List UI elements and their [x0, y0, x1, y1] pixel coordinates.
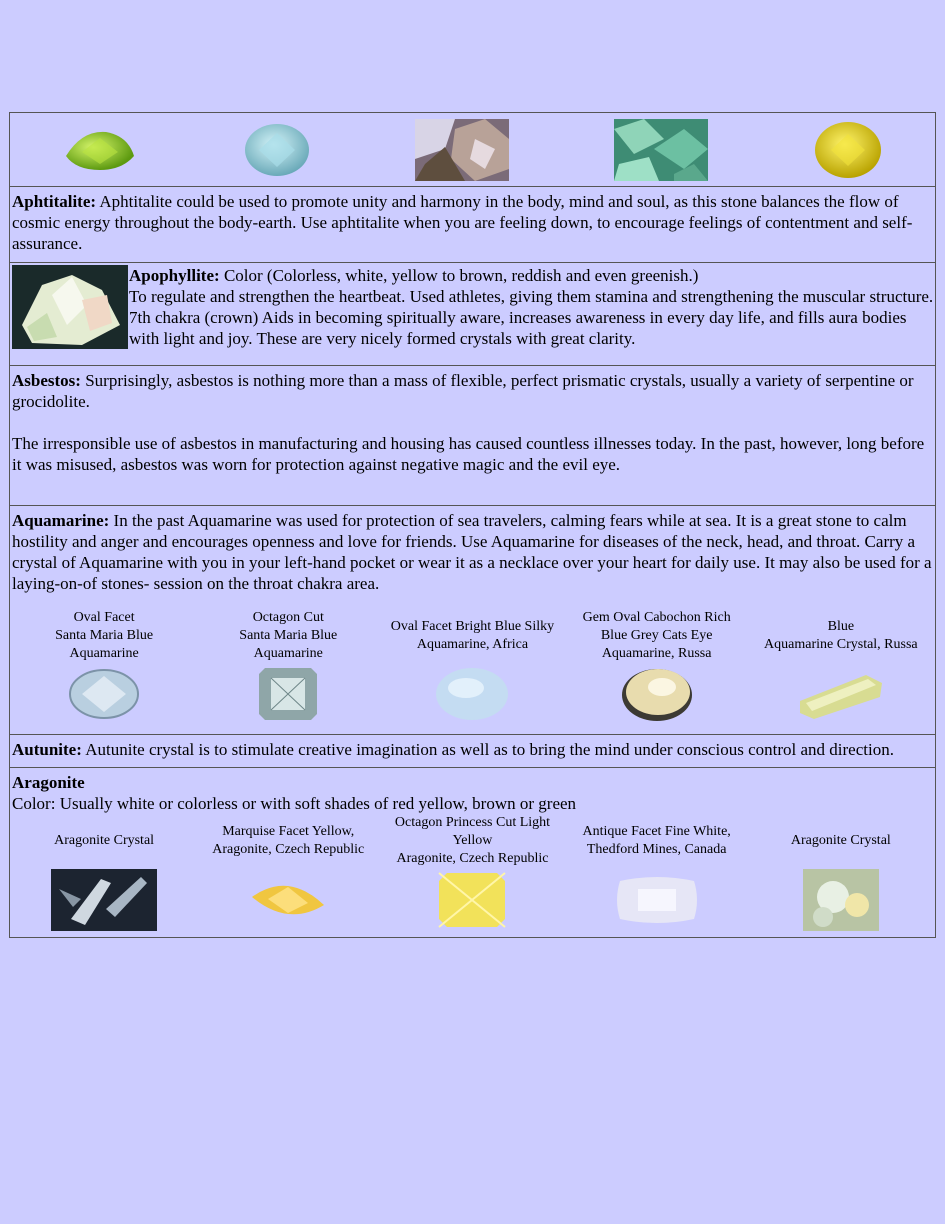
aragonite-item: Octagon Princess Cut Light Yellow Aragonite, Czech Republic	[380, 814, 564, 932]
aphtitalite-text: Aphtitalite could be used to promote unity and harmony in the body, mind and soul, as this stone balances the flow of cosmic energy throughout the body-earth. Use aphtitalite when you are feeling down, to encourage feelings of contentment and self-assurance.	[12, 192, 913, 253]
aquamarine-item: Oval Facet Santa Maria Blue Aquamarine	[12, 608, 196, 724]
aquamarine-item: Blue Aquamarine Crystal, Russa	[749, 608, 933, 724]
autunite-title: Autunite:	[12, 740, 82, 759]
apophyllite-crystal-image	[12, 265, 128, 349]
autunite-section	[10, 735, 935, 768]
marquise-aragonite-icon	[248, 875, 328, 925]
aragonite-crystal-image	[51, 869, 157, 931]
asbestos-title: Asbestos:	[12, 371, 81, 390]
aragonite-item: Marquise Facet Yellow, Aragonite, Czech Republic	[196, 814, 380, 932]
autunite-text: Autunite crystal is to stimulate creative imagination as well as to bring the mind under conscious control and direction.	[81, 740, 894, 759]
apophyllite-title: Apophyllite:	[129, 266, 220, 285]
yellow-oval-gem-icon	[813, 120, 883, 180]
apophyllite-section	[10, 263, 935, 366]
antique-white-aragonite-icon	[614, 875, 700, 925]
aquamarine-item: Gem Oval Cabochon Rich Blue Grey Cats Eye Aquamarine, Russa	[565, 608, 749, 724]
apophyllite-text-block	[129, 263, 935, 365]
aquamarine-title: Aquamarine:	[12, 511, 110, 530]
aphtitalite-title: Aphtitalite:	[12, 192, 97, 211]
aragonite-section	[10, 768, 935, 937]
asbestos-text-1: Surprisingly, asbestos is nothing more than a mass of flexible, perfect prismatic crystals, usually a variety of serpentine or grocidolite.	[12, 371, 914, 411]
asbestos-section	[10, 366, 935, 506]
aquamarine-text: In the past Aquamarine was used for protection of sea travelers, calming fears while at sea. It is a great stone to calm hostility and anger and encourages openness and love for friends. Use Aquamarine for diseases of the neck, head, and throat. Carry a crystal of Aquamarine with you in your left-hand pocket or wear it as a necklace over your heart for daily use. It may also be used for a laying-on-of stones- session on the throat chakra area.	[12, 511, 932, 593]
aragonite-item: Aragonite Crystal	[12, 814, 196, 932]
aragonite-gallery	[12, 814, 933, 932]
apophyllite-text: To regulate and strengthen the heartbeat. Used athletes, giving them stamina and strengthening the muscular structure. 7th chakra (crown) Aids in becoming spiritually aware, increases awareness in every day life, and fills aura bodies with light and joy. These are very nicely formed crystals with great clarity.	[129, 287, 934, 348]
top-gem-row	[10, 113, 935, 187]
peridot-gem-icon	[62, 126, 138, 174]
aquamarine-item: Oval Facet Bright Blue Silky Aquamarine, Africa	[380, 608, 564, 724]
octagon-princess-aragonite-icon	[437, 871, 507, 929]
aragonite-item: Antique Facet Fine White, Thedford Mines, Canada	[565, 814, 749, 932]
silky-aquamarine-icon	[434, 666, 510, 722]
cats-eye-cabochon-icon	[620, 665, 694, 723]
green-crystals-icon	[614, 119, 708, 181]
asbestos-text-2: The irresponsible use of asbestos in manufacturing and housing has caused countless illnesses today. In the past, however, long before it was misused, asbestos was worn for protection against negative magic and the evil eye.	[12, 434, 925, 474]
aquamarine-gallery	[12, 608, 933, 724]
aragonite-item: Aragonite Crystal	[749, 814, 933, 932]
aragonite-cluster-image	[803, 869, 879, 931]
aquamarine-section	[10, 506, 935, 735]
aquamarine-item: Octagon Cut Santa Maria Blue Aquamarine	[196, 608, 380, 724]
crystal-table	[9, 112, 936, 938]
aragonite-color: Color: Usually white or colorless or with soft shades of red yellow, brown or green	[12, 794, 577, 813]
oval-aquamarine-icon	[68, 666, 140, 722]
octagon-aquamarine-icon	[257, 666, 319, 722]
blue-topaz-gem-icon	[243, 121, 311, 179]
aphtitalite-section	[10, 187, 935, 263]
mineral-cluster-icon	[415, 119, 509, 181]
apophyllite-color: Color (Colorless, white, yellow to brown, reddish and even greenish.)	[219, 266, 699, 285]
aragonite-title: Aragonite	[12, 773, 85, 792]
aquamarine-crystal-icon	[796, 667, 886, 721]
